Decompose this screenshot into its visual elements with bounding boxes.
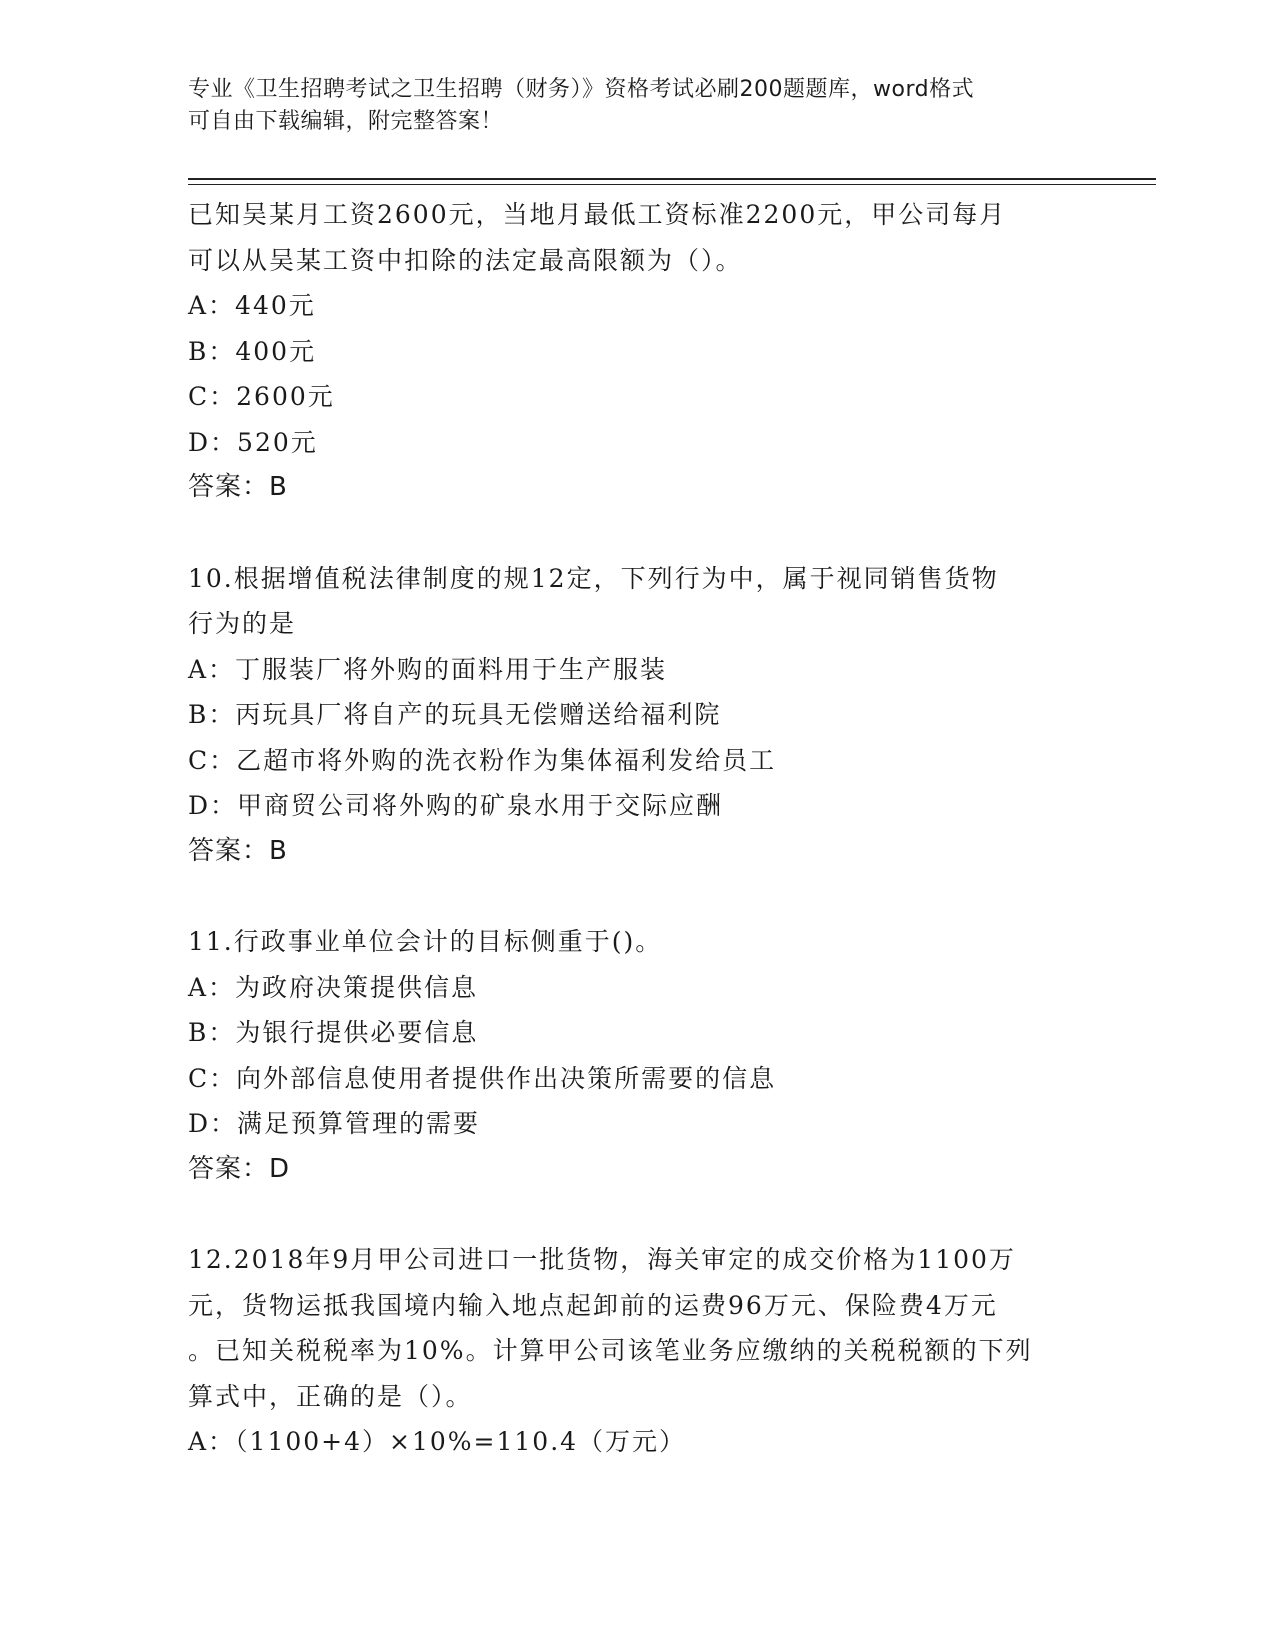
option-b: B：400元	[188, 336, 317, 366]
header-divider-thin	[188, 184, 1156, 185]
question-item	[188, 192, 1088, 511]
option-c: C：乙超市将外购的洗衣粉作为集体福利发给员工	[188, 745, 777, 775]
header-line-2: 可自由下载编辑，附完整答案！	[188, 109, 504, 134]
option-b: B：丙玩具厂将自产的玩具无偿赠送给福利院	[188, 700, 722, 729]
option-a: A：（1100+4）×10%=110.4（万元）	[188, 1427, 687, 1456]
question-text: 可以从吴某工资中扣除的法定最高限额为（）。	[188, 245, 743, 275]
header-divider	[188, 178, 1156, 180]
question-text: 已知吴某月工资2600元，当地月最低工资标准2200元，甲公司每月	[188, 200, 1007, 229]
question-text: 12.2018年9月甲公司进口一批货物，海关审定的成交价格为1100万	[188, 1245, 1016, 1274]
answer-label: 答案：B	[188, 472, 288, 502]
option-a: A：440元	[188, 291, 316, 320]
option-d: D：520元	[188, 427, 318, 457]
option-c: C：向外部信息使用者提供作出决策所需要的信息	[188, 1063, 777, 1093]
question-text: 。已知关税税率为10%。计算甲公司该笔业务应缴纳的关税税额的下列	[188, 1336, 1033, 1365]
question-text: 元，货物运抵我国境内输入地点起卸前的运费96万元、保险费4万元	[188, 1290, 998, 1320]
answer-label: 答案：B	[188, 835, 288, 866]
question-item	[188, 1237, 1088, 1465]
document-header	[188, 74, 1088, 138]
option-b: B：为银行提供必要信息	[188, 1018, 479, 1047]
option-d: D：满足预算管理的需要	[188, 1109, 481, 1138]
question-item	[188, 919, 1088, 1192]
question-text: 11.行政事业单位会计的目标侧重于()。	[188, 927, 663, 956]
option-a: A：为政府决策提供信息	[188, 972, 479, 1002]
option-a: A：丁服装厂将外购的面料用于生产服装	[188, 654, 668, 684]
question-text: 算式中，正确的是（）。	[188, 1381, 473, 1411]
option-d: D：甲商贸公司将外购的矿泉水用于交际应酬	[188, 791, 724, 820]
option-c: C：2600元	[188, 382, 335, 411]
answer-label: 答案：D	[188, 1153, 291, 1184]
question-list	[188, 192, 1088, 1465]
header-line-1: 专业《卫生招聘考试之卫生招聘（财务）》资格考试必刷200题题库，word格式	[188, 77, 975, 102]
question-text: 10.根据增值税法律制度的规12定，下列行为中，属于视同销售货物	[188, 563, 999, 593]
question-text: 行为的是	[188, 609, 297, 638]
question-item	[188, 556, 1088, 875]
